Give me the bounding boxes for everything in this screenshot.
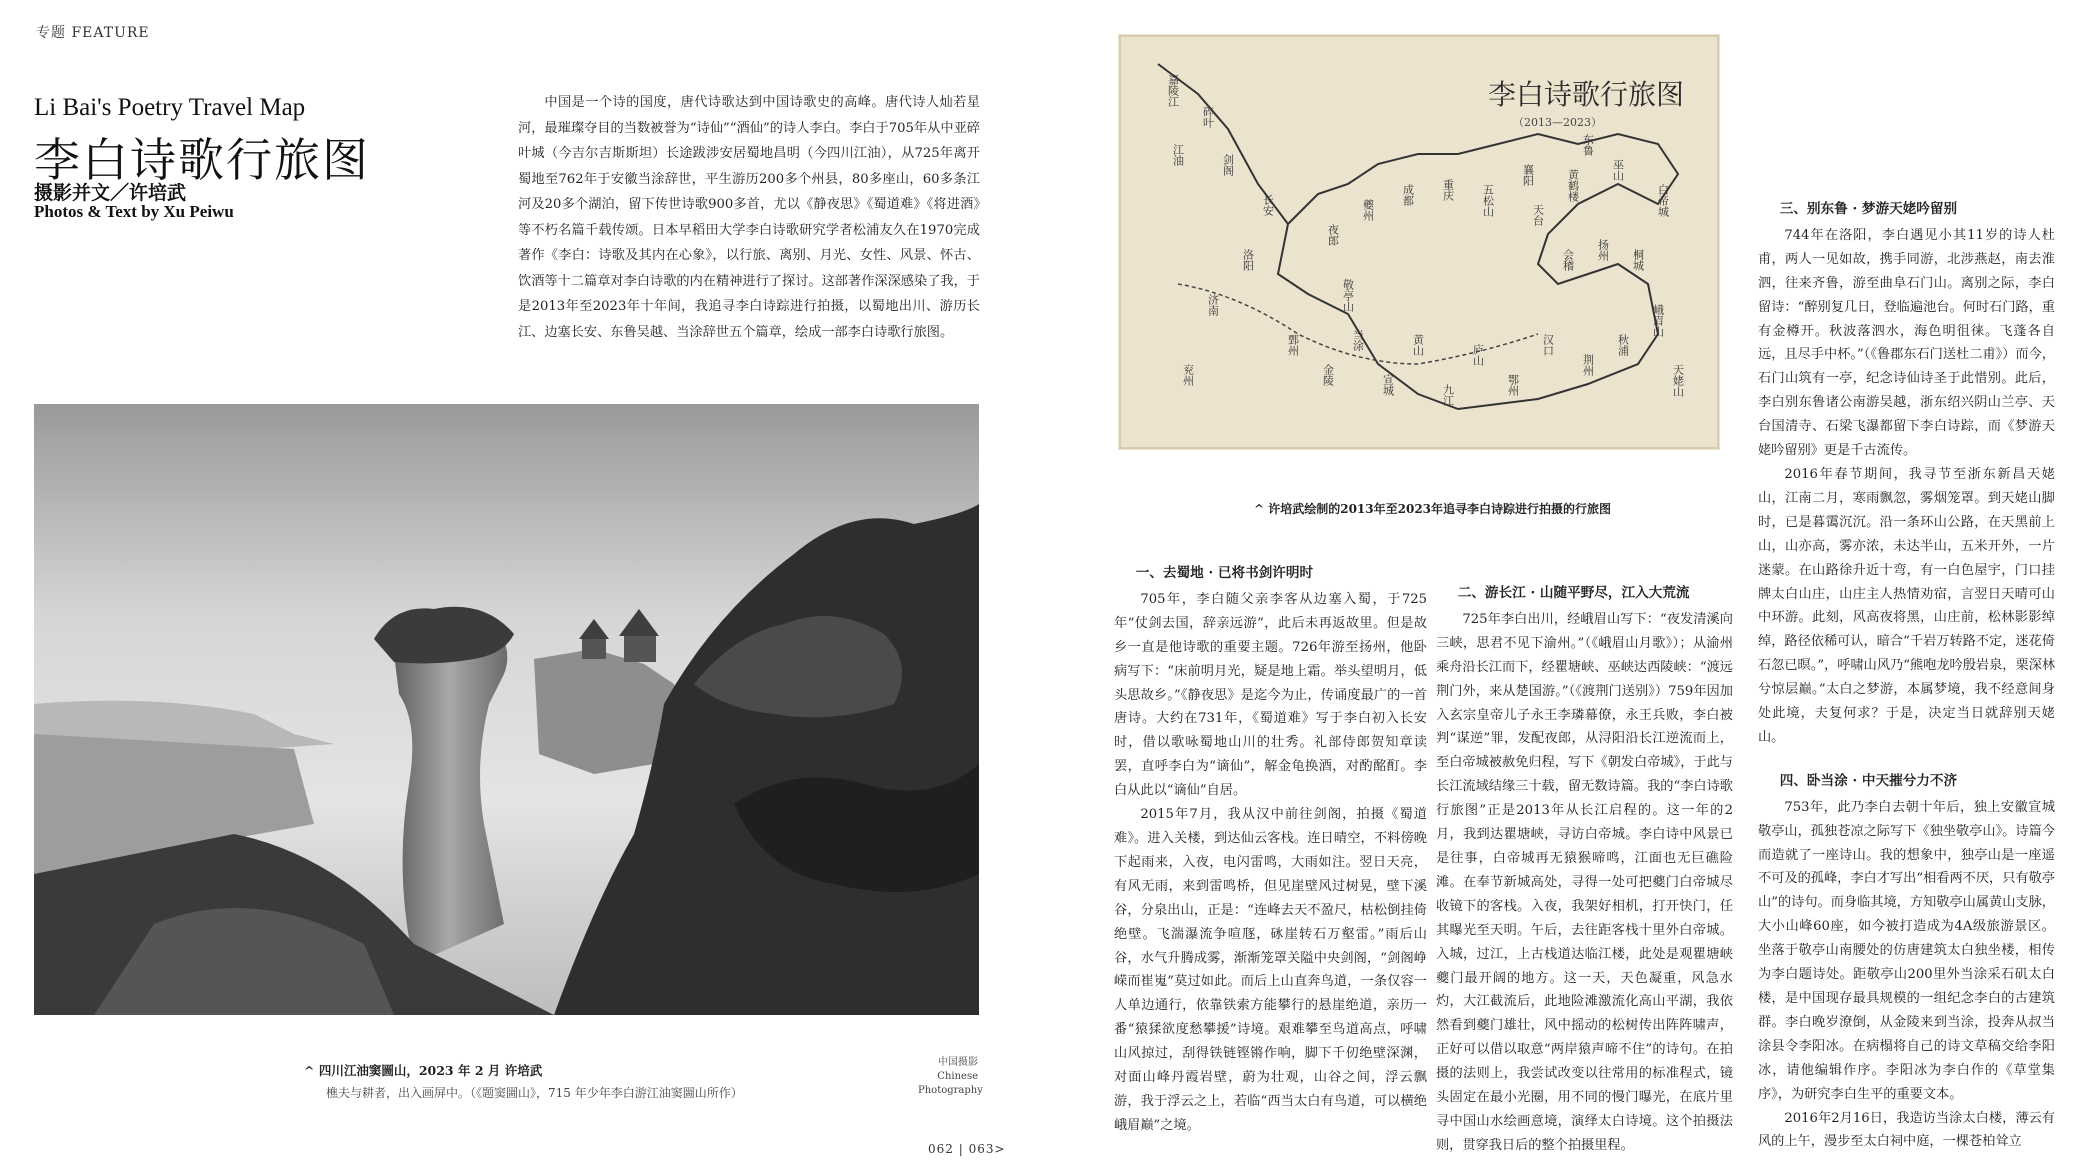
map-place-label: 兖州 bbox=[1181, 364, 1195, 386]
article-column-3 bbox=[1758, 88, 2055, 1154]
map-place-label: 洛阳 bbox=[1241, 249, 1255, 271]
section-1-title: 一、去蜀地 · 已将书剑许明时 bbox=[1135, 565, 1314, 581]
section-1-paragraph-2: 2015年7月，我从汉中前往剑阁，拍摄《蜀道难》。进入关楼，到达仙云客栈。连日晴空，不料傍晚下起雨来，入夜，电闪雷鸣，大雨如注。翌日天亮，有风无雨，来到雷鸣桥，但见崖壁风过树晃，壁下溪谷，分泉出山，正是：“连峰去天不盈尺，枯松倒挂倚绝壁。飞湍瀑流争喧豗，砯崖转石万壑雷。”雨后山谷，水气升腾成雾，渐渐笼罩关隘中央剑阁，“剑阁峥嵘而崔嵬”莫过如此。而后上山直奔鸟道，一条仅容一人单边通行，依靠铁索方能攀行的悬崖绝道，亲历一番“猿猱欲度愁攀援”诗境。艰难攀至鸟道高点，呼啸山风掠过，刮得铁链铿锵作响，脚下千仞绝壁深渊，对面山峰丹霞岩壁，蔚为壮观，山谷之间，浮云飘游，我于浮云之上，若临“西当太白有鸟道，可以横绝峨眉巅”之境。 bbox=[1114, 807, 1427, 1133]
section-3-title: 三、别东鲁 · 梦游天姥吟留别 bbox=[1779, 201, 1958, 217]
map-place-label: 成都 bbox=[1401, 184, 1415, 206]
map-place-label: 汉口 bbox=[1541, 334, 1555, 356]
map-place-label: 金陵 bbox=[1321, 364, 1335, 386]
map-place-label: 黄鹤楼 bbox=[1566, 169, 1580, 202]
map-place-label: 敬亭山 bbox=[1341, 279, 1355, 312]
map-place-label: 襄阳 bbox=[1521, 164, 1535, 186]
map-place-label: 夜郎 bbox=[1326, 224, 1340, 246]
byline-english: Photos & Text by Xu Peiwu bbox=[34, 202, 234, 221]
photo-caption-title: ^ 四川江油窦圌山，2023 年 2 月 许培武 bbox=[304, 1063, 543, 1078]
map-place-label: 巫山 bbox=[1611, 159, 1625, 181]
mountain-photo bbox=[34, 404, 979, 1015]
map-place-label: 碎叶 bbox=[1201, 106, 1215, 128]
title-chinese: 李白诗歌行旅图 bbox=[34, 133, 370, 187]
map-place-label: 江油 bbox=[1171, 144, 1185, 166]
article-column-2 bbox=[1436, 562, 1733, 1158]
section-3-paragraph-2: 2016年春节期间，我寻节至浙东新昌天姥山，江南二月，寒雨飘忽，雾烟笼罩。到天姥山脚时，已是暮霭沉沉。沿一条环山公路，在天黑前上山，山亦高，雾亦浓，未达半山，五米开外，一片迷蒙。在山路徐升近十弯，有一白色屋宇，门口挂牌太白山庄，山庄主人热情劝宿，言翌日天晴可山中环游。此刻，风高夜将黑，山庄前，松林影影绰绰，路径依稀可认，暗合“千岩万转路不定，迷花倚石忽已暝。”，呼啸山风乃“熊咆龙吟殷岩泉，栗深林兮惊层巅。”太白之梦游，本属梦境，我不经意间身处此境，夫复何求？于是，决定当日就辞别天姥山。 bbox=[1758, 466, 2056, 745]
section-2-paragraph-1: 725年李白出川，经峨眉山写下：“夜发清溪向三峡，思君不见下渝州。”（《峨眉山月歌》）；从渝州乘舟沿长江而下，经瞿塘峡、巫峡达西陵峡：“渡远荆门外，来从楚国游。”（《渡荆门送别》）759年因加入玄宗皇帝儿子永王李璘幕僚，永王兵败，李白被判“谋逆”罪，发配夜郎，从浔阳沿长江逆流而上，至白帝城被赦免归程，写下《朝发白帝城》，于此与长江流域结缘三十载，留无数诗篇。我的“李白诗歌行旅图”正是2013年从长江启程的。这一年的2月，我到达瞿塘峡，寻访白帝城。李白诗中风景已是往事，白帝城再无猿猴啼鸣，江面也无巨礁险滩。在奉节新城高处，寻得一处可把夔门白帝城尽收镜下的客栈。入夜，我架好相机，打开快门，任其曝光至天明。午后，去往距客栈十里外白帝城。入城，过江，上古栈道达临江楼，此处是观瞿塘峡夔门最开阔的地方。这一天，天色凝重，风急水灼，大江截流后，此地险滩激流化高山平湖，我依然看到夔门雄壮，风中摇动的松树传出阵阵啸声，正好可以借以取意“两岸猿声啼不住”的诗句。在拍摄的法则上，我尝试改变以往常用的标准程式，镜头固定在最小光圈，用不同的慢门曝光，在底片里寻中国山水绘画意境，演绎太白诗境。这个拍摄法则，贯穿我日后的整个拍摄里程。 bbox=[1436, 611, 1733, 1153]
section-2-title: 二、游长江 · 山随平野尽，江入大荒流 bbox=[1457, 585, 1690, 601]
map-place-label: 黄山 bbox=[1411, 334, 1425, 356]
map-place-label: 扬州 bbox=[1596, 239, 1610, 261]
map-place-label: 桐城 bbox=[1631, 249, 1645, 271]
section-1-paragraph-1: 705年，李白随父亲李客从边塞入蜀，于725年“仗剑去国，辞亲远游”，此后未再返故里。但是故乡一直是他诗歌的重要主题。726年游至扬州，他卧病写下：“床前明月光，疑是地上霜。举头望明月，低头思故乡。”《静夜思》是迄今为止，传诵度最广的一首唐诗。大约在731年，《蜀道难》写于李白初入长安时，借以歌咏蜀地山川的壮秀。礼部侍郎贺知章读罢，直呼李白为“谪仙”，解金龟换酒，对酌酩酊。李白从此以“谪仙”自居。 bbox=[1114, 591, 1427, 799]
map-place-label: 当涂 bbox=[1351, 329, 1365, 351]
map-place-label: 宣城 bbox=[1381, 374, 1395, 396]
map-place-label: 五松山 bbox=[1481, 184, 1495, 217]
page-folio: 062 | 063> bbox=[928, 1142, 1006, 1156]
section-3-paragraph-1: 744年在洛阳，李白遇见小其11岁的诗人杜甫，两人一见如故，携手同游，北涉燕赵，南去淮泗，往来齐鲁，游至曲阜石门山。离别之际，李白留诗：“醉别复几日，登临遍池台。何时石门路，重有金樽开。秋波落泗水，海色明徂徕。飞蓬各自远，且尽手中杯。”（《鲁郡东石门送杜二甫》）而今，石门山筑有一亭，纪念诗仙诗圣于此惜别。此后，李白别东鲁诸公南游吴越，浙东绍兴阴山兰亭、天台国清寺、石梁飞瀑都留下李白诗踪，而《梦游天姥吟留别》更是千古流传。 bbox=[1758, 227, 2055, 459]
map-place-label: 会稽 bbox=[1561, 249, 1575, 271]
section-4-title: 四、卧当涂 · 中天摧兮力不济 bbox=[1779, 772, 1958, 789]
map-place-label: 天台 bbox=[1531, 204, 1545, 226]
section-4-paragraph-1: 753年，此乃李白去朝十年后，独上安徽宣城敬亭山，孤独苍凉之际写下《独坐敬亭山》。诗篇今而造就了一座诗山。我的想象中，独亭山是一座遥不可及的孤峰，李白才写出“相看两不厌，只有敬亭山”的诗句。而身临其境，方知敬亭山属黄山支脉，大小山峰60座，如今被打造成为4A级旅游景区。坐落于敬亭山南腰处的仿唐建筑太白独坐楼，相传为李白题诗处。距敬亭山200里外当涂采石矶太白楼，是中国现存最具规模的一组纪念李白的古建筑群。李白晚岁潦倒，从金陵来到当涂，投奔从叔当涂县令李阳冰。在病榻将自己的诗文草稿交给李阳冰，请他编辑作序。李阳冰为李白作的《草堂集序》，为研究李白生平的重要文本。 bbox=[1758, 799, 2055, 1102]
article-column-1 bbox=[1114, 562, 1427, 1138]
photo-caption-poem: 樵夫与耕者，出入画屏中。（《题窦圌山》，715 年少年李白游江油窦圌山所作） bbox=[326, 1086, 743, 1100]
map-place-label: 庐山 bbox=[1471, 344, 1485, 366]
masthead-en-2: Photography bbox=[918, 1085, 983, 1096]
map-caption: ^ 许培武绘制的2013年至2023年追寻李白诗踪进行拍摄的行旅图 bbox=[1254, 502, 1612, 516]
map-place-label: 天姥山 bbox=[1671, 364, 1685, 397]
byline-chinese: 摄影并文／许培武 bbox=[34, 182, 187, 204]
map-place-label: 嘉陵江 bbox=[1166, 74, 1180, 107]
map-place-label: 九江 bbox=[1441, 384, 1455, 406]
map-place-label: 峨眉山 bbox=[1651, 304, 1665, 337]
map-place-label: 白帝城 bbox=[1656, 184, 1670, 217]
map-years: （2013—2023） bbox=[1513, 116, 1602, 129]
section-4-paragraph-2: 2016年2月16日，我造访当涂太白楼，薄云有风的上午，漫步至太白祠中庭，一棵苍柏耸立 bbox=[1758, 1110, 2055, 1150]
travel-map bbox=[1118, 34, 1720, 450]
running-head: 专题 FEATURE bbox=[36, 25, 150, 41]
map-place-label: 夔州 bbox=[1361, 199, 1375, 221]
map-place-label: 鄂州 bbox=[1506, 374, 1520, 396]
map-place-label: 剑阁 bbox=[1221, 154, 1235, 176]
map-place-label: 济南 bbox=[1206, 294, 1220, 316]
map-place-label: 重庆 bbox=[1441, 179, 1455, 201]
masthead-en-1: Chinese bbox=[937, 1071, 978, 1082]
travel-map-drawing bbox=[1118, 34, 1720, 450]
map-place-label: 秋浦 bbox=[1616, 334, 1630, 356]
title-english: Li Bai's Poetry Travel Map bbox=[34, 94, 306, 121]
map-place-label: 长安 bbox=[1261, 194, 1275, 216]
mountain-photo-image bbox=[34, 404, 979, 1015]
intro-paragraph: 中国是一个诗的国度，唐代诗歌达到中国诗歌史的高峰。唐代诗人灿若星河，最璀璨夺目的当数被誉为“诗仙”“酒仙”的诗人李白。李白于705年从中亚碎叶城（今吉尔吉斯斯坦）长途跋涉安居蜀地昌明（今四川江油），从725年离开蜀地至762年于安徽当涂辞世，平生游历200多个州县，80多座山，60多条江河及20多个湖泊，留下传世诗歌900多首，尤以《静夜思》《蜀道难》《将进酒》等不朽名篇千载传颂。日本早稻田大学李白诗歌研究学者松浦友久在1970完成著作《李白：诗歌及其内在心象》，以行旅、离别、月光、女性、风景、怀古、饮酒等十二篇章对李白诗歌的内在精神进行了探讨。这部著作深深感染了我，于是2013年至2023年十年间，我追寻李白诗踪进行拍摄，以蜀地出川、游历长江、边塞长安、东鲁吴越、当涂辞世五个篇章，绘成一部李白诗歌行旅图。 bbox=[518, 95, 980, 340]
map-place-label: 东鲁 bbox=[1581, 134, 1595, 156]
masthead-cn: 中国摄影 bbox=[938, 1057, 978, 1068]
map-place-label: 荆州 bbox=[1581, 354, 1595, 376]
map-title: 李白诗歌行旅图 bbox=[1488, 78, 1685, 111]
map-place-label: 鄄州 bbox=[1286, 334, 1300, 356]
magazine-masthead bbox=[918, 1056, 983, 1098]
